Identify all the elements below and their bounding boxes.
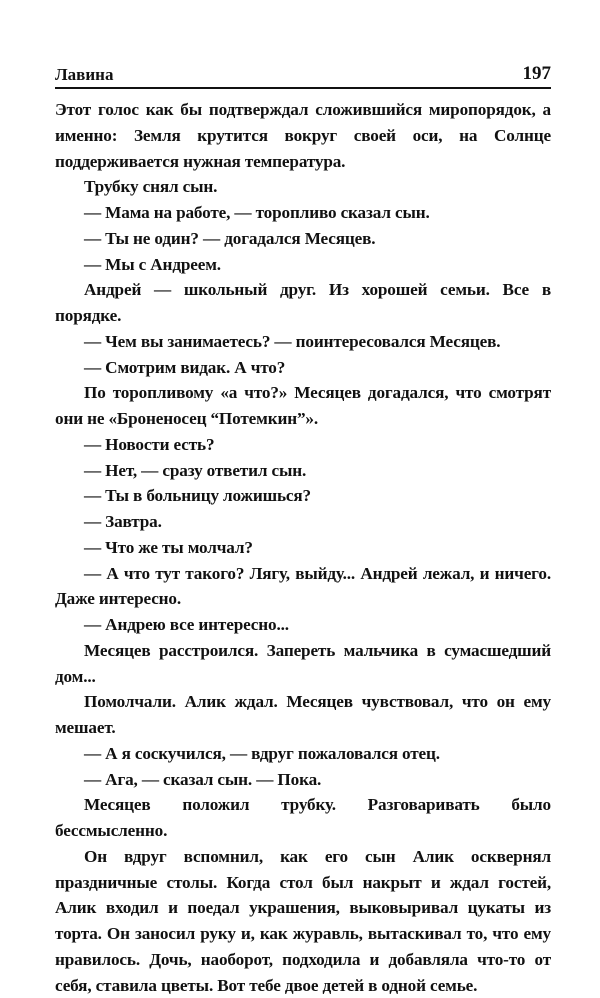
dialogue-line: — Чем вы занимаетесь? — поинтересовался Месяцев. bbox=[84, 331, 501, 351]
running-head bbox=[55, 58, 551, 89]
paragraph: Он вдруг вспомнил, как его сын Алик осквернял праздничные столы. Когда стол был накрыт и ждал гостей, Алик входил и поедал украшения, выковыривал цукаты из торта. Он заносил руку и, как журавль, вытаскивал то, что ему нравилось. Дочь, наоборот, подходила и добавляла что-то от себя, ставила цветы. Вот тебе двое детей в одной семье. bbox=[55, 846, 551, 995]
body-text bbox=[55, 97, 551, 998]
running-title: Лавина bbox=[55, 65, 114, 84]
dialogue-line: — Ты не один? — догадался Месяцев. bbox=[84, 228, 376, 248]
dialogue-line: — Андрею все интересно... bbox=[84, 615, 289, 634]
paragraph: Месяцев положил трубку. Разговаривать было бессмысленно. bbox=[55, 795, 551, 840]
page-number: 197 bbox=[522, 63, 551, 84]
dialogue-line: — А что тут такого? Лягу, выйду... Андрей лежал, и ничего. Даже интересно. bbox=[55, 563, 551, 609]
paragraph: По торопливому «а что?» Месяцев догадался, что смотрят они не «Броненосец “Потемкин”». bbox=[55, 383, 551, 428]
dialogue-line: — Ты в больницу ложишься? bbox=[84, 486, 311, 506]
dialogue-line: — Смотрим видак. А что? bbox=[84, 357, 286, 377]
paragraph: Этот голос как бы подтверждал сложившийся миропорядок, а именно: Земля крутится вокруг своей оси, на Солнце поддерживается нужная температура. bbox=[55, 100, 551, 171]
dialogue-line: — Ага, — сказал сын. — Пока. bbox=[84, 769, 322, 789]
dialogue-line: — Что же ты молчал? bbox=[84, 537, 253, 557]
dialogue-line: — Завтра. bbox=[84, 512, 162, 531]
paragraph: Трубку снял сын. bbox=[84, 177, 218, 197]
dialogue-line: — А я соскучился, — вдруг пожаловался отец. bbox=[84, 743, 440, 763]
book-page bbox=[55, 58, 551, 998]
dialogue-line: — Нет, — сразу ответил сын. bbox=[84, 460, 307, 480]
dialogue-line: — Мама на работе, — торопливо сказал сын. bbox=[84, 203, 430, 222]
paragraph: Месяцев расстроился. Запереть мальчика в сумасшедший дом... bbox=[55, 640, 551, 686]
dialogue-line: — Новости есть? bbox=[84, 434, 215, 454]
paragraph: Помолчали. Алик ждал. Месяцев чувствовал, что он ему мешает. bbox=[55, 692, 551, 737]
dialogue-line: — Мы с Андреем. bbox=[84, 254, 221, 274]
paragraph: Андрей — школьный друг. Из хорошей семьи. Все в порядке. bbox=[55, 280, 551, 325]
